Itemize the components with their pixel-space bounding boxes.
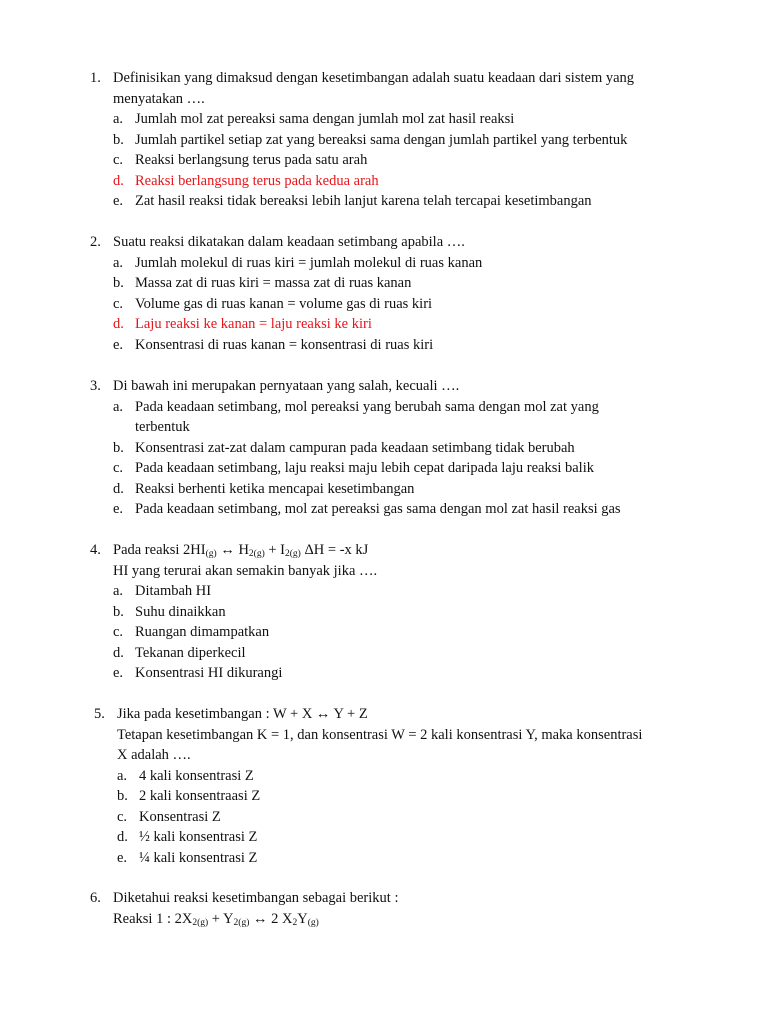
option-d-answer: d. Laju reaksi ke kanan = laju reaksi ke kiri (113, 316, 372, 332)
question-6 (90, 888, 710, 929)
option-d: d. Tekanan diperkecil (113, 644, 246, 661)
question-3 (90, 376, 710, 520)
question-stem: HI yang terurai akan semakin banyak jika …. (113, 562, 378, 579)
option-e: e. ¼ kali konsentrasi Z (117, 849, 258, 866)
option-a: a. Pada keadaan setimbang, mol pereaksi yang berubah sama dengan mol zat yang (113, 398, 599, 415)
option-b: b. Massa zat di ruas kiri = massa zat di ruas kanan (113, 275, 412, 291)
option-a: a. Jumlah molekul di ruas kiri = jumlah molekul di ruas kanan (113, 254, 483, 271)
option-e: e. Pada keadaan setimbang, mol zat pereaksi gas sama dengan mol zat hasil reaksi gas (113, 501, 621, 517)
option-c: c. Pada keadaan setimbang, laju reaksi maju lebih cepat daripada laju reaksi balik (113, 460, 594, 476)
question-5 (94, 704, 714, 868)
question-number: 2. (90, 234, 101, 250)
option-d: d. ½ kali konsentrasi Z (117, 829, 258, 845)
option-b: b. Konsentrasi zat-zat dalam campuran pada keadaan setimbang tidak berubah (113, 439, 575, 456)
reaction-equation: Reaksi 1 : $2X_{2(g)} + Y_{2(g)}$ ↔ 2 $X_2Y_{(g)}$ (113, 910, 319, 928)
option-c: c. Reaksi berlangsung terus pada satu arah (113, 152, 368, 168)
question-stem: X adalah …. (117, 747, 191, 763)
reaction-equation: Pada reaksi $2HI_{(g)}$ ↔ $H_{2(g)} + I_{2(g)}$ ΔH = -x kJ (113, 542, 369, 559)
question-stem: Jika pada kesetimbangan : W + X ↔ Y + Z (117, 706, 368, 722)
question-stem: Definisikan yang dimaksud dengan kesetimbangan adalah suatu keadaan dari sistem yang (113, 70, 635, 86)
question-number: 1. (90, 70, 101, 86)
question-2 (90, 232, 710, 355)
question-number: 3. (90, 378, 101, 394)
question-number: 4. (90, 542, 101, 558)
question-stem: Suatu reaksi dikatakan dalam keadaan setimbang apabila …. (113, 234, 465, 250)
option-a: a. Jumlah mol zat pereaksi sama dengan jumlah mol zat hasil reaksi (113, 111, 515, 127)
option-e: e. Konsentrasi di ruas kanan = konsentrasi di ruas kiri (113, 336, 434, 353)
option-c: c. Ruangan dimampatkan (113, 624, 270, 640)
option-a: a. 4 kali konsentrasi Z (117, 767, 254, 784)
question-stem: Diketahui reaksi kesetimbangan sebagai berikut : (113, 890, 399, 906)
question-4 (90, 540, 710, 684)
question-number: 6. (90, 890, 101, 906)
question-number: 5. (94, 706, 105, 722)
question-stem: menyatakan …. (113, 90, 205, 107)
option-e: e. Konsentrasi HI dikurangi (113, 665, 283, 681)
option-c: c. Konsentrasi Z (117, 808, 221, 825)
option-b: b. Jumlah partikel setiap zat yang bereaksi sama dengan jumlah partikel yang terbentuk (113, 131, 628, 148)
option-d-answer: d. Reaksi berlangsung terus pada kedua arah (113, 172, 379, 189)
option-e: e. Zat hasil reaksi tidak bereaksi lebih lanjut karena telah tercapai kesetimbangan (113, 193, 592, 209)
question-stem: Di bawah ini merupakan pernyataan yang salah, kecuali …. (113, 378, 460, 394)
option-c: c. Volume gas di ruas kanan = volume gas di ruas kiri (113, 295, 433, 312)
question-stem: Tetapan kesetimbangan K = 1, dan konsentrasi W = 2 kali konsentrasi Y, maka konsentrasi (117, 726, 643, 743)
option-b: b. Suhu dinaikkan (113, 603, 226, 620)
option-a-continuation: terbentuk (135, 419, 190, 435)
option-b: b. 2 kali konsentraasi Z (117, 788, 261, 804)
option-a: a. Ditambah HI (113, 583, 212, 599)
question-1 (90, 68, 710, 212)
option-d: d. Reaksi berhenti ketika mencapai kesetimbangan (113, 480, 415, 497)
